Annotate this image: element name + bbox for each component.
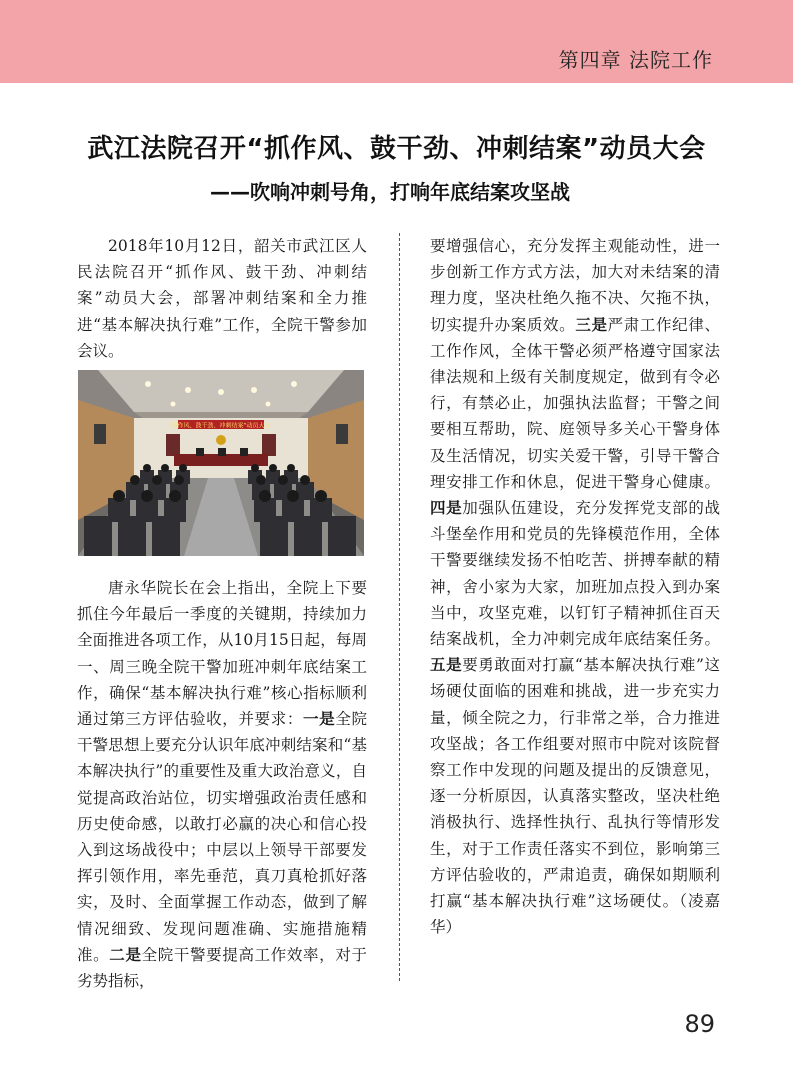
speech-paragraph-right bbox=[430, 233, 720, 940]
speech-segment: 加强队伍建设，充分发挥党支部的战斗堡垒作用和党员的先锋模范作用，全体干警要继续发扬不怕吃苦、拼搏奉献的精神，舍小家为大家，加班加点投入到办案当中，攻坚克难，以钉钉子精神抓住百天结案战机，全力冲刺完成年底结案任务。 bbox=[430, 499, 720, 649]
speech-paragraph-left bbox=[77, 575, 367, 994]
meeting-photo bbox=[78, 370, 364, 556]
article-subtitle: ——吹响冲刺号角，打响年底结案攻坚战 bbox=[210, 180, 570, 204]
page-number: 89 bbox=[684, 1010, 715, 1038]
chapter-title: 第四章 法院工作 bbox=[558, 48, 713, 72]
article-title: 武江法院召开“抓作风、鼓干劲、冲刺结案”动员大会 bbox=[87, 134, 706, 164]
point-four-label: 四是 bbox=[430, 499, 463, 518]
speech-segment: 唐永华院长在会上指出，全院上下要抓住今年最后一季度的关键期，持续加力全面推进各项工作，从10月15日起，每周一、周三晚全院干警加班冲刺年底结案工作，确保“基本解决执行难”核心指标顺利通过第三方评估验收，并要求： bbox=[77, 579, 367, 729]
column-divider bbox=[399, 233, 400, 981]
speech-segment: 全院干警思想上要充分认识年底冲刺结案和“基本解决执行”的重要性及重大政治意义，自觉提高政治站位，切实增强政治责任感和历史使命感，以敢打必赢的决心和信心投入到这场战役中；中层以上领导干部要发挥引领作用，率先垂范，真刀真枪抓好落实，及时、全面掌握工作动态，做到了解情况细致、发现问题准确、实施措施精准。 bbox=[77, 710, 367, 964]
speech-segment: 全院干警要提高工作效率，对于劣势指标， bbox=[77, 945, 367, 991]
speech-segment: 要勇敢面对打赢“基本解决执行难”这场硬仗面临的困难和挑战，进一步充实力量，倾全院之力，行非常之举，合力推进攻坚战；各工作组要对照市中院对该院督察工作中发现的问题及提出的反馈意见，逐一分析原因，认真落实整改，坚决杜绝消极执行、选择性执行、乱执行等情形发生，对于工作责任落实不到位，影响第三方评估验收的，严肃追责，确保如期顺利打赢“基本解决执行难”这场硬仗。（凌嘉华） bbox=[430, 656, 720, 937]
point-three-label: 三是 bbox=[575, 315, 608, 334]
photo-banner-text: 抓作风、鼓干劲、冲刺结案”动员大会 bbox=[171, 422, 271, 430]
speech-text-right bbox=[430, 233, 720, 940]
intro-text: 2018年10月12日，韶关市武江区人民法院召开“抓作风、鼓干劲、冲刺结案”动员大会，部署冲刺结案和全力推进“基本解决执行难”工作，全院干警参加会议。 bbox=[77, 237, 367, 360]
point-two-label: 二是 bbox=[109, 945, 142, 964]
point-five-label: 五是 bbox=[430, 656, 463, 675]
intro-paragraph bbox=[77, 233, 367, 364]
point-one-label: 一是 bbox=[303, 710, 336, 729]
speech-segment: 要增强信心，充分发挥主观能动性，进一步创新工作方式方法，加大对未结案的清理力度，坚决杜绝久拖不决、欠拖不执，切实提升办案质效。 bbox=[430, 237, 720, 334]
speech-text-left bbox=[77, 575, 367, 994]
speech-segment: 严肃工作纪律、工作作风，全体干警必须严格遵守国家法律法规和上级有关制度规定，做到有令必行，有禁必止，加强执法监督；干警之间要相互帮助，院、庭领导多关心干警身体及生活情况，切实关爱干警，引导干警合理安排工作和休息，促进干警身心健康。 bbox=[430, 315, 720, 491]
